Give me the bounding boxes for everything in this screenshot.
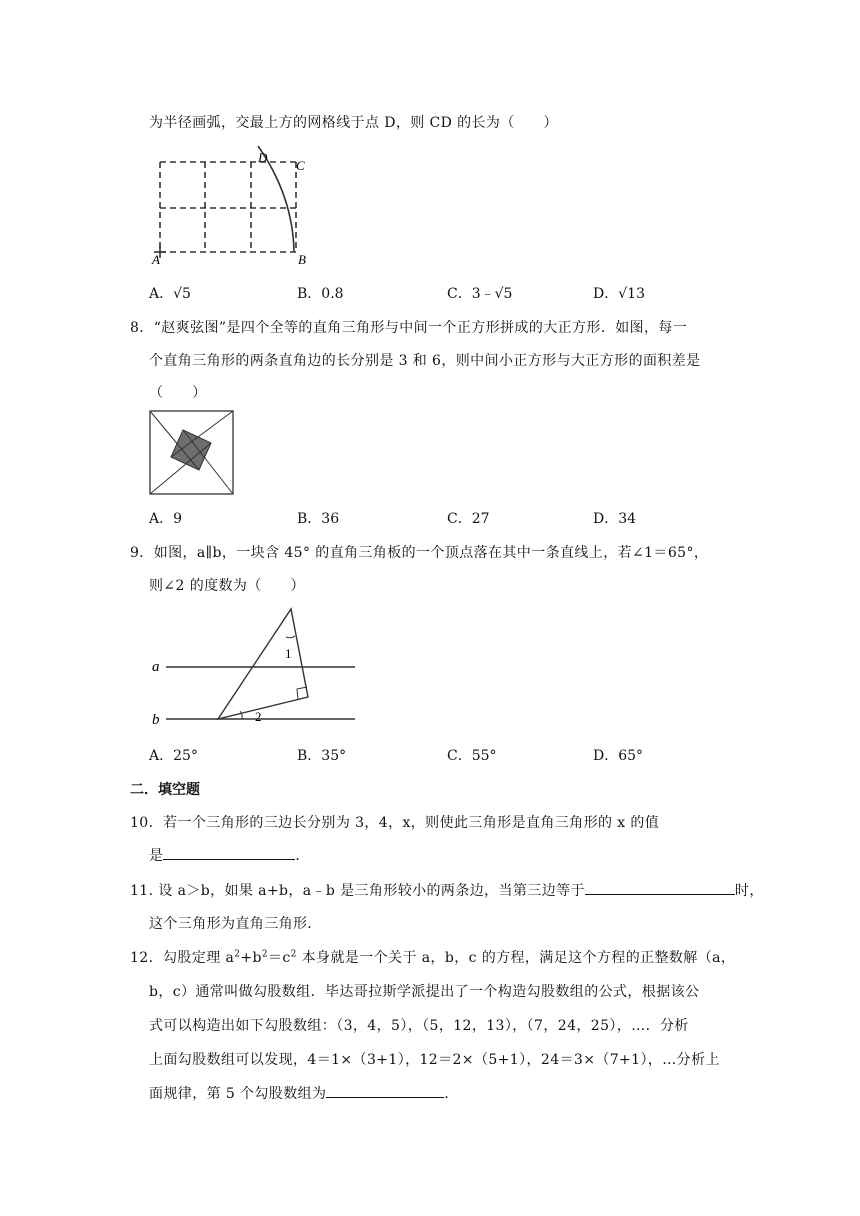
q7-option-a[interactable] [149, 283, 191, 303]
q7-label-a: A [152, 252, 160, 267]
q12-line1-b: +b [240, 950, 262, 966]
q10-text-line1: 10．若一个三角形的三边长分别为 3，4，x，则使此三角形是直角三角形的 x 的值 [130, 815, 660, 831]
q12-text-line5 [149, 1083, 459, 1103]
q12-sup-c: 2 [290, 949, 297, 960]
q8-option-c-key: C． [447, 511, 472, 527]
q12-sup-b: 2 [261, 949, 268, 960]
q9-option-b-value: 35° [321, 748, 347, 764]
q7-option-c[interactable] [447, 283, 512, 303]
q7-label-d: D [258, 150, 268, 165]
q7-option-d-value: √13 [618, 286, 645, 302]
q12-text-line3: 式可以构造出如下勾股数组：（3，4，5），（5，12，13），（7，24，25），…．分析 [149, 1018, 689, 1034]
q7-option-c-key: C． [447, 286, 472, 302]
q8-option-d-key: D． [593, 511, 619, 527]
q7-option-b-key: B． [297, 286, 322, 302]
q11-answer-blank[interactable] [585, 880, 735, 895]
q11-line1-pre: 11. 设 a＞b，如果 a+b，a﹣b 是三角形较小的两条边，当第三边等于 [130, 883, 585, 899]
q8-option-a-key: A． [149, 511, 174, 527]
q8-option-a-value: 9 [173, 511, 183, 527]
q12-line1-c: ＝c [268, 950, 291, 966]
q9-option-c[interactable] [447, 745, 497, 765]
q9-option-b-key: B． [297, 748, 322, 764]
q11-line1-post: 时， [734, 883, 764, 899]
q7-option-b-value: 0.8 [321, 286, 344, 302]
q11-text-line2: 这个三角形为直角三角形． [149, 916, 322, 932]
q8-option-d[interactable] [593, 508, 636, 528]
q8-text-line3: （ ） [149, 385, 207, 401]
q7-label-b: B [298, 252, 306, 267]
q7-option-d-key: D． [593, 286, 619, 302]
q8-text-line2: 个直角三角形的两条直角边的长分别是 3 和 6，则中间小正方形与大正方形的面积差是 [149, 353, 701, 369]
q7-option-a-key: A． [149, 286, 174, 302]
q9-option-d-key: D． [593, 748, 619, 764]
q8-zhao-shuang-figure [149, 410, 239, 496]
q7-text-tail: 为半径画弧，交最上方的网格线于点 D，则 CD 的长为（ ） [149, 115, 558, 131]
q8-option-c[interactable] [447, 508, 490, 528]
q7-option-c-value: 3﹣√5 [471, 286, 513, 302]
q10-line2-post: ． [295, 848, 310, 864]
q8-option-d-value: 34 [618, 511, 637, 527]
q12-answer-blank[interactable] [326, 1083, 444, 1098]
q8-option-a[interactable] [149, 508, 182, 528]
q7-option-a-value: √5 [173, 286, 191, 302]
q12-text-line4: 上面勾股数组可以发现，4＝1×（3+1），12＝2×（5+1），24＝3×（7+1），…分析上 [149, 1052, 720, 1068]
q10-text-line2 [149, 845, 310, 865]
q8-option-b-key: B． [297, 511, 322, 527]
q7-label-c: C [296, 158, 305, 173]
q12-line5-post: ． [444, 1086, 459, 1102]
q8-text-line1: 8．“赵爽弦图”是四个全等的直角三角形与中间一个正方形拼成的大正方形．如图，每一 [130, 320, 688, 336]
q12-line5-pre: 面规律，第 5 个勾股数组为 [149, 1086, 327, 1102]
q7-grid-figure [148, 146, 348, 271]
q10-line2-pre: 是 [149, 848, 164, 864]
q9-option-d-value: 65° [618, 748, 644, 764]
q9-option-a-key: A． [149, 748, 174, 764]
q9-text-line2: 则∠2 的度数为（ ） [149, 578, 305, 594]
q12-text-line1 [130, 947, 735, 967]
q9-option-b[interactable] [297, 745, 346, 765]
q7-option-b[interactable] [297, 283, 344, 303]
q9-parallel-lines-figure [148, 603, 363, 733]
q9-option-d[interactable] [593, 745, 643, 765]
q9-label-angle2: 2 [255, 709, 262, 724]
section-heading-fill-blank: 二．填空题 [130, 782, 200, 798]
q7-option-d[interactable] [593, 283, 645, 303]
q12-line1-a: 12．勾股定理 a [130, 950, 235, 966]
q11-text-line1 [130, 880, 764, 900]
q9-text-line1: 9．如图，a∥b，一块含 45° 的直角三角板的一个顶点落在其中一条直线上，若∠1＝65°， [130, 545, 709, 561]
q9-option-a-value: 25° [173, 748, 198, 764]
q12-line1-d: 本身就是一个关于 a，b，c 的方程，满足这个方程的正整数解（a， [296, 950, 736, 966]
q10-answer-blank[interactable] [163, 845, 295, 860]
q9-label-angle1: 1 [285, 646, 292, 661]
q9-option-c-value: 55° [471, 748, 497, 764]
q9-option-a[interactable] [149, 745, 198, 765]
q12-sup-a: 2 [234, 949, 241, 960]
q9-label-b: b [152, 712, 160, 728]
q12-text-line2: b，c）通常叫做勾股数组．毕达哥拉斯学派提出了一个构造勾股数组的公式，根据该公 [149, 984, 700, 1000]
q8-option-b-value: 36 [321, 511, 340, 527]
q9-option-c-key: C． [447, 748, 472, 764]
q8-option-c-value: 27 [471, 511, 490, 527]
q8-option-b[interactable] [297, 508, 339, 528]
q9-label-a: a [152, 659, 160, 675]
